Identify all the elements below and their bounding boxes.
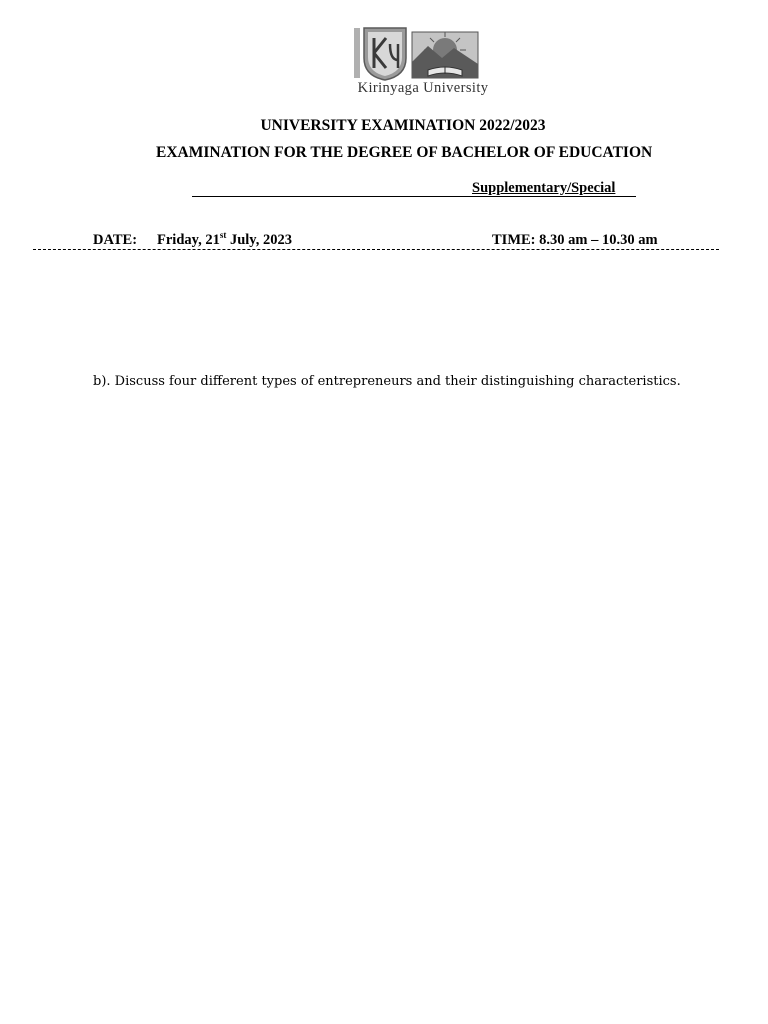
date-value — [157, 232, 292, 249]
date-label: DATE: — [93, 232, 138, 248]
question-text: b). Discuss four different types of entrepreneurs and their distinguishing characteristics. — [93, 374, 681, 389]
degree-title: EXAMINATION FOR THE DEGREE OF BACHELOR OF EDUCATION — [156, 144, 653, 161]
date-rest: July, 2023 — [226, 232, 293, 248]
kyu-crest-icon — [354, 24, 484, 82]
university-logo — [318, 24, 528, 98]
university-name: Kirinyaga University — [357, 80, 489, 96]
schedule-row — [33, 232, 719, 250]
exam-title: UNIVERSITY EXAMINATION 2022/2023 — [260, 117, 546, 134]
time-value: TIME: 8.30 am – 10.30 am — [492, 232, 658, 248]
date-ordinal: st — [219, 230, 227, 241]
date-prefix: Friday, 21 — [157, 232, 220, 248]
session-label: Supplementary/Special — [472, 180, 616, 196]
